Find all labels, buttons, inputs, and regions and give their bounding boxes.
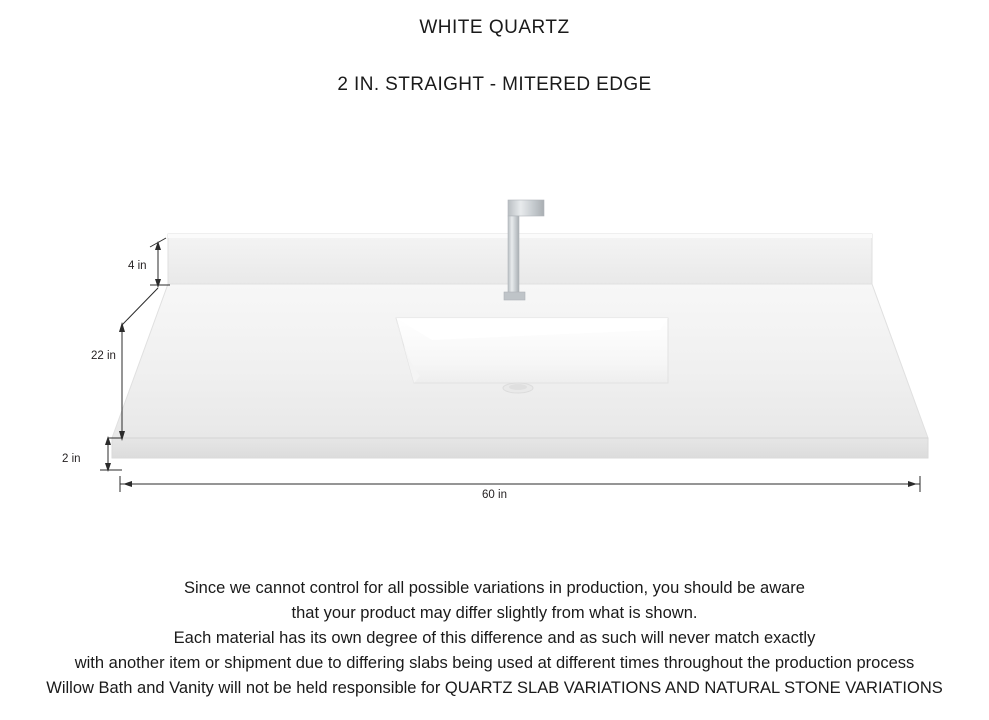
- dimension-label-depth: 22 in: [91, 350, 116, 362]
- product-illustration: [0, 180, 989, 500]
- disclaimer-line-1: Since we cannot control for all possible variations in production, you should be aware: [184, 579, 805, 597]
- disclaimer-line-2: that your product may differ slightly from what is shown.: [291, 604, 698, 622]
- disclaimer-line-3: Each material has its own degree of this difference and as such will never match exactly: [173, 629, 816, 647]
- disclaimer-text: [0, 576, 989, 701]
- page-subtitle: 2 IN. STRAIGHT - MITERED EDGE: [337, 74, 652, 95]
- countertop-front-edge: [112, 438, 928, 458]
- sink-basin: [396, 318, 668, 393]
- disclaimer-line-5: Willow Bath and Vanity will not be held responsible for QUARTZ SLAB VARIATIONS AND NATURAL STONE VARIATIONS: [46, 679, 943, 697]
- dimension-label-backsplash-height: 4 in: [128, 260, 147, 272]
- disclaimer-line-4: with another item or shipment due to differing slabs being used at different times throughout the production process: [74, 654, 915, 672]
- dimension-label-thickness: 2 in: [62, 453, 81, 465]
- page-title: WHITE QUARTZ: [419, 17, 570, 38]
- backsplash-shape: [168, 234, 872, 284]
- dimension-label-width: 60 in: [482, 489, 507, 501]
